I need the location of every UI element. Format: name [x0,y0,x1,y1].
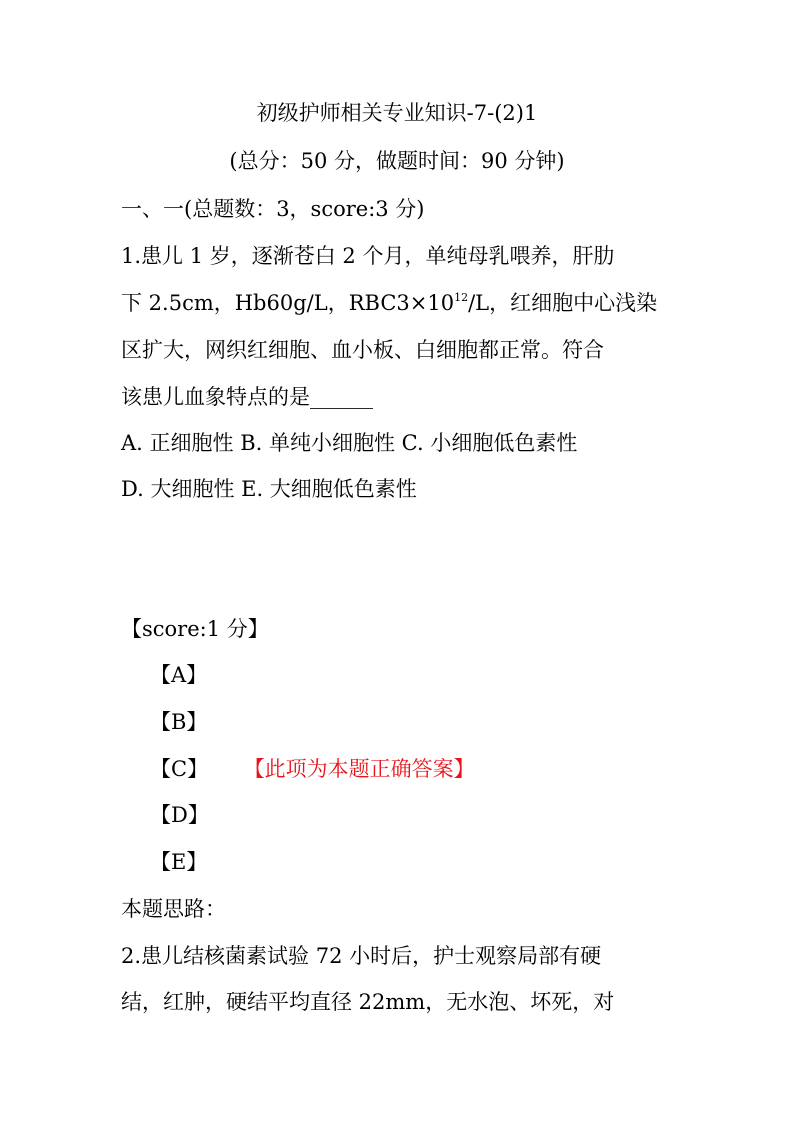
question-1-score: 【score:1 分】 [121,617,269,641]
choice-b: 【B】 [150,710,208,734]
choice-d: 【D】 [150,803,209,827]
document-title: 初级护师相关专业知识-7-(2)1 [256,101,538,125]
analysis-label: 本题思路： [121,897,226,921]
document-subtitle: (总分：50 分，做题时间：90 分钟) [229,149,565,173]
choice-a: 【A】 [150,663,208,687]
question-2-line-2: 结，红肿，硬结平均直径 22mm，无水泡、坏死，对 [121,990,615,1014]
choice-c: 【C】 [150,757,209,781]
question-1-line-2-unit: /L，红细胞中心浅染 [468,291,658,315]
correct-answer-note: 【此项为本题正确答案】 [254,757,475,781]
question-1-line-4: 该患儿血象特点的是______ [121,385,373,409]
question-1-line-2-text: 下 2.5cm，Hb60g/L，RBC3×10 [121,291,455,315]
choice-e: 【E】 [150,850,208,874]
question-1-options-line-2: D. 大细胞性 E. 大细胞低色素性 [121,477,417,501]
question-1-line-3: 区扩大，网织红细胞、血小板、白细胞都正常。符合 [121,338,604,362]
question-1-options-line-1: A. 正细胞性 B. 单纯小细胞性 C. 小细胞低色素性 [121,431,578,455]
exponent-superscript: 12 [454,291,469,304]
section-heading: 一、一(总题数：3，score:3 分) [121,197,425,221]
choice-c-row [150,755,475,783]
question-1-line-1: 1.患儿 1 岁，逐渐苍白 2 个月，单纯母乳喂养，肝肋 [121,244,615,268]
question-2-line-1: 2.患儿结核菌素试验 72 小时后，护士观察局部有硬 [121,944,602,968]
question-1-line-2 [121,289,657,317]
